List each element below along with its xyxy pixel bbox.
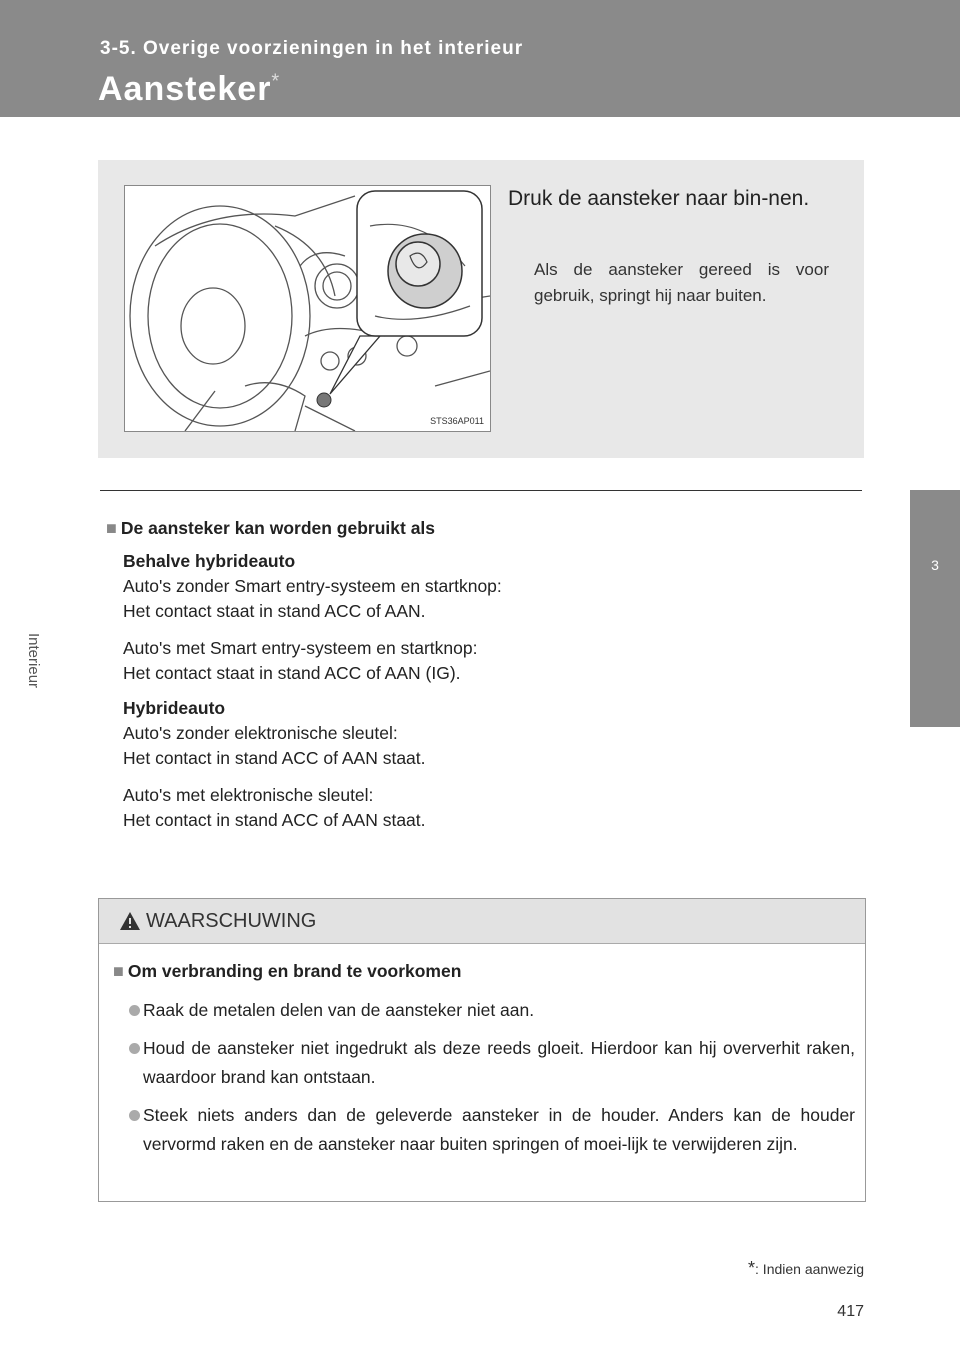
warning-bullet (113, 996, 855, 1025)
steering-wheel-outer (130, 206, 310, 426)
lighter-knob (396, 242, 440, 286)
section-title: 3-5. Overige voorzieningen in het interieur (100, 38, 524, 59)
group-hybrid (123, 696, 866, 833)
condition-value: Het contact in stand ACC of AAN staat. (123, 748, 426, 768)
condition-label: Auto's zonder elektronische sleutel: (123, 723, 398, 743)
warning-bullet (113, 1034, 855, 1092)
page-header (0, 0, 960, 117)
warning-box (98, 898, 866, 1202)
chapter-number: 3 (931, 557, 939, 573)
page-title-text: Aansteker (98, 70, 272, 108)
condition-label: Auto's met Smart entry-systeem en startknop: (123, 638, 478, 658)
warning-bullet-text: Steek niets anders dan de geleverde aansteker in de houder. Anders kan de houder vervormd raken en de aansteker naar buiten springen of moei-lijk te verwijderen zijn. (143, 1105, 855, 1154)
usage-heading (106, 518, 866, 539)
instruction-note: Als de aansteker gereed is voor gebruik, springt hij naar buiten. (534, 260, 829, 305)
warning-heading-text: Om verbranding en brand te voorkomen (127, 961, 462, 981)
bullet-dot-icon (129, 1043, 140, 1054)
lighter-location (317, 393, 331, 407)
warning-body (113, 961, 855, 1168)
chapter-tab (910, 490, 960, 727)
chapter-label: Interieur (25, 633, 42, 689)
square-bullet-icon: ■ (113, 961, 124, 981)
warning-triangle-icon (119, 911, 141, 931)
usage-heading-text: De aansteker kan worden gebruikt als (120, 518, 436, 538)
instruction-text: Druk de aansteker naar bin-nen. (508, 187, 810, 210)
group-title: Behalve hybrideauto (123, 551, 296, 571)
section-divider (100, 490, 862, 491)
group-non-hybrid (123, 549, 866, 686)
group-title: Hybrideauto (123, 698, 226, 718)
dashboard-drawing (125, 186, 490, 431)
warning-title: WAARSCHUWING (146, 910, 317, 932)
warning-bullet-text: Raak de metalen delen van de aansteker niet aan. (143, 1000, 535, 1020)
warning-heading (113, 961, 855, 982)
condition-label: Auto's zonder Smart entry-systeem en startknop: (123, 576, 502, 596)
condition-value: Het contact staat in stand ACC of AAN (IG). (123, 663, 461, 683)
footnote-text: : Indien aanwezig (755, 1261, 864, 1277)
footnote-mark: * (748, 1258, 756, 1278)
footnote (748, 1258, 864, 1279)
warning-bullet (113, 1101, 855, 1159)
steering-hub (181, 288, 245, 364)
title-asterisk: * (271, 70, 281, 93)
cigarette-lighter-illustration (124, 185, 491, 432)
page-title (98, 70, 280, 109)
figure-code: STS36AP011 (430, 416, 484, 426)
usage-conditions (106, 518, 866, 833)
square-bullet-icon: ■ (106, 518, 117, 538)
warning-bullet-text: Houd de aansteker niet ingedrukt als deze reeds gloeit. Hierdoor kan hij oververhit raken, waardoor brand kan ontstaan. (143, 1038, 855, 1087)
page-number: 417 (837, 1303, 864, 1320)
condition-value: Het contact in stand ACC of AAN staat. (123, 810, 426, 830)
warning-header (99, 899, 865, 944)
bullet-dot-icon (129, 1005, 140, 1016)
condition-label: Auto's met elektronische sleutel: (123, 785, 374, 805)
steering-wheel-inner (148, 224, 292, 408)
bullet-dot-icon (129, 1110, 140, 1121)
condition-value: Het contact staat in stand ACC of AAN. (123, 601, 426, 621)
illustration-panel (98, 160, 864, 458)
